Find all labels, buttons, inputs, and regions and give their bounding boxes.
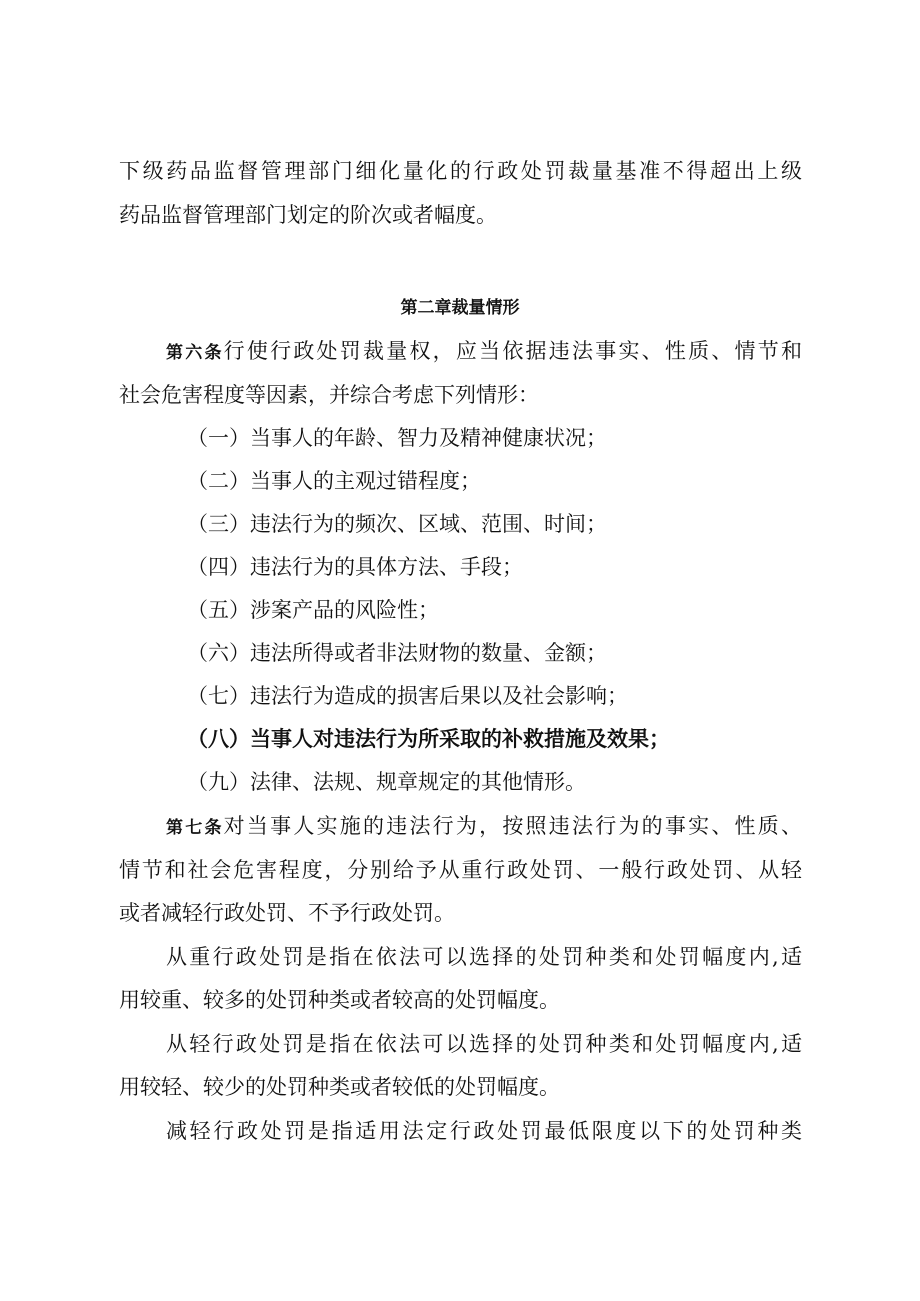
- para-light-line-2: 用较轻、较少的处罚种类或者较低的处罚幅度。: [119, 1075, 560, 1099]
- list-item-9: （九）法律、法规、规章规定的其他情形。: [187, 770, 586, 794]
- intro-line-2: 药品监督管理部门划定的阶次或者幅度。: [119, 203, 497, 227]
- para-light-line-1: 从轻行政处罚是指在依法可以选择的处罚种类和处罚幅度内,适: [166, 1032, 802, 1056]
- intro-line-1: 下级药品监督管理部门细化量化的行政处罚裁量基准不得超出上级: [119, 159, 802, 183]
- article-7-label: 第七条: [166, 818, 224, 838]
- list-item-2: （二）当事人的主观过错程度；: [187, 469, 481, 493]
- article-7-line-1-text: 对当事人实施的违法行为，按照违法行为的事实、性质、: [223, 814, 803, 838]
- article-6-label: 第六条: [166, 343, 224, 363]
- article-7-first-line: [166, 812, 802, 842]
- article-6-line-1-text: 行使行政处罚裁量权，应当依据违法事实、性质、情节和: [223, 339, 803, 363]
- para-heavy-line-2: 用较重、较多的处罚种类或者较高的处罚幅度。: [119, 988, 560, 1012]
- article-7-line-3: 或者减轻行政处罚、不予行政处罚。: [119, 901, 455, 925]
- chapter-heading: 第二章裁量情形: [400, 298, 520, 318]
- article-6-line-2: 社会危害程度等因素，并综合考虑下列情形：: [119, 383, 539, 407]
- list-item-8: （八）当事人对违法行为所采取的补救措施及效果；: [187, 726, 670, 751]
- para-reduce-line-1: 减轻行政处罚是指适用法定行政处罚最低限度以下的处罚种类: [166, 1119, 802, 1143]
- list-item-1: （一）当事人的年龄、智力及精神健康状况；: [187, 426, 607, 450]
- list-item-6: （六）违法所得或者非法财物的数量、金额；: [187, 641, 607, 665]
- article-7-line-2: 情节和社会危害程度，分别给予从重行政处罚、一般行政处罚、从轻: [119, 858, 802, 882]
- para-heavy-line-1: 从重行政处罚是指在依法可以选择的处罚种类和处罚幅度内,适: [166, 945, 802, 969]
- list-item-4: （四）违法行为的具体方法、手段；: [187, 555, 523, 579]
- list-item-3: （三）违法行为的频次、区域、范围、时间；: [187, 512, 607, 536]
- article-6-first-line: [166, 337, 802, 367]
- list-item-7: （七）违法行为造成的损害后果以及社会影响；: [187, 684, 628, 708]
- list-item-5: （五）涉案产品的风险性；: [187, 598, 439, 622]
